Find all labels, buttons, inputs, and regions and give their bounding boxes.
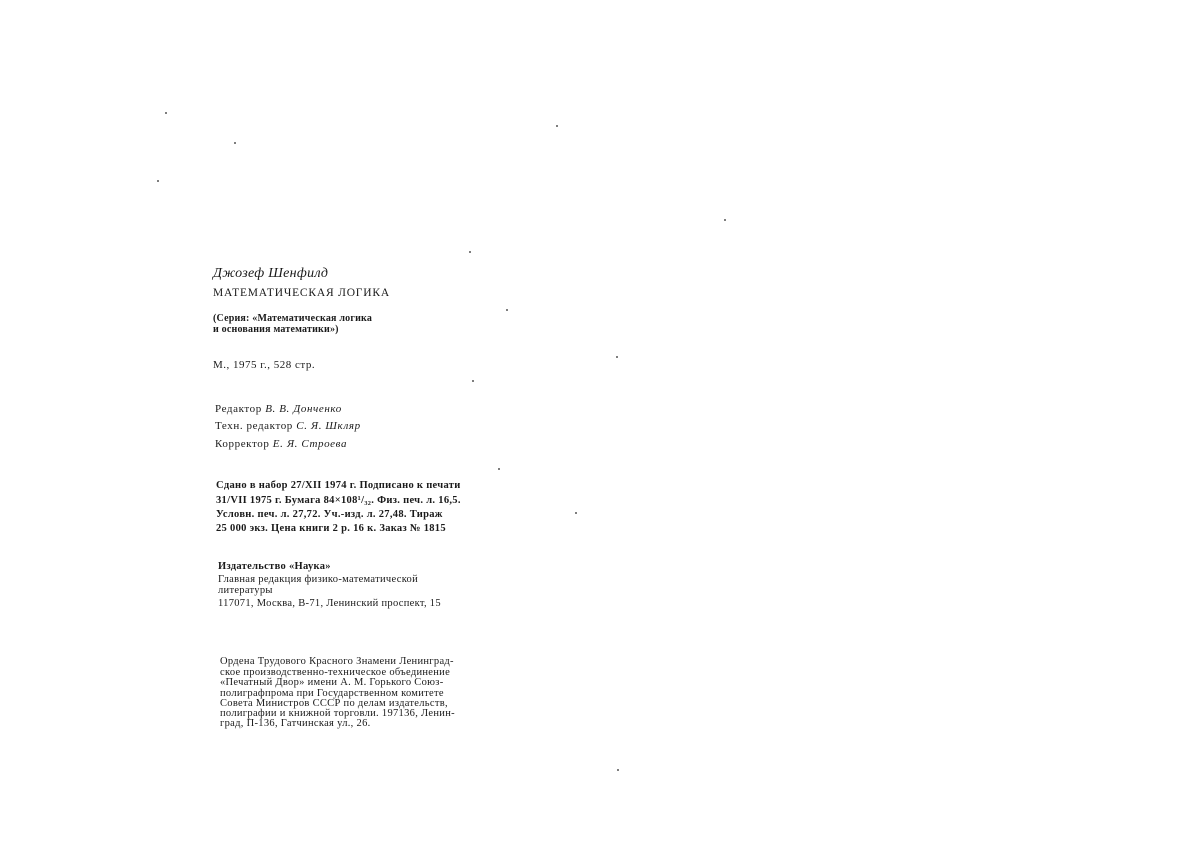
scan-speck <box>575 512 577 514</box>
printer-line: Ордена Трудового Красного Знамени Ленинград- <box>220 656 454 667</box>
credit-person: Е. Я. Строева <box>272 438 348 450</box>
credit-role: Корректор <box>215 438 270 450</box>
publisher-line: Главная редакция физико-математической <box>218 574 419 585</box>
series-line: (Серия: «Математическая логика <box>213 313 373 324</box>
printer-line: ское производственно-техническое объединение <box>220 667 451 678</box>
publisher-name: Издательство «Наука» <box>218 561 331 572</box>
printer-line: полиграфпрома при Государственном комитете <box>220 688 444 699</box>
imprint-line: Условн. печ. л. 27,72. Уч.-изд. л. 27,48. Тираж <box>216 509 443 520</box>
scan-speck <box>469 251 471 253</box>
credit-person: В. В. Донченко <box>265 403 342 415</box>
credit-role: Редактор <box>215 403 262 415</box>
scan-speck <box>498 468 500 470</box>
scan-speck <box>165 112 167 114</box>
printer-line: «Печатный Двор» имени А. М. Горького Союз- <box>220 677 444 688</box>
imprint-line: Сдано в набор 27/XII 1974 г. Подписано к печати <box>216 480 461 491</box>
publication-info: М., 1975 г., 528 стр. <box>213 359 316 371</box>
imprint-line: 25 000 экз. Цена книги 2 р. 16 к. Заказ № 1815 <box>216 523 446 534</box>
printer-line: град, П-136, Гатчинская ул., 26. <box>220 718 371 729</box>
credit-tech-editor <box>215 420 361 432</box>
book-title: МАТЕМАТИЧЕСКАЯ ЛОГИКА <box>213 287 390 299</box>
printer-line: полиграфии и книжной торговли. 197136, Ленин- <box>220 708 455 719</box>
credit-person: С. Я. Шкляр <box>296 420 361 432</box>
credit-role: Техн. редактор <box>215 420 293 432</box>
author-name: Джозеф Шенфилд <box>213 266 329 281</box>
scan-speck <box>506 309 508 311</box>
credit-proofreader <box>215 438 347 450</box>
scan-speck <box>472 380 474 382</box>
printer-line: Совета Министров СССР по делам издательств, <box>220 698 448 709</box>
credit-editor <box>215 403 342 415</box>
scan-speck <box>616 356 618 358</box>
publisher-line: литературы <box>218 585 273 596</box>
imprint-line: 31/VII 1975 г. Бумага 84×108¹/₃₂. Физ. печ. л. 16,5. <box>216 495 461 506</box>
series-line: и основания математики») <box>213 324 339 335</box>
scan-speck <box>556 125 558 127</box>
publisher-address: 117071, Москва, В-71, Ленинский проспект, 15 <box>218 598 441 609</box>
scan-speck <box>234 142 236 144</box>
scan-speck <box>617 769 619 771</box>
scan-speck <box>724 219 726 221</box>
scan-speck <box>157 180 159 182</box>
